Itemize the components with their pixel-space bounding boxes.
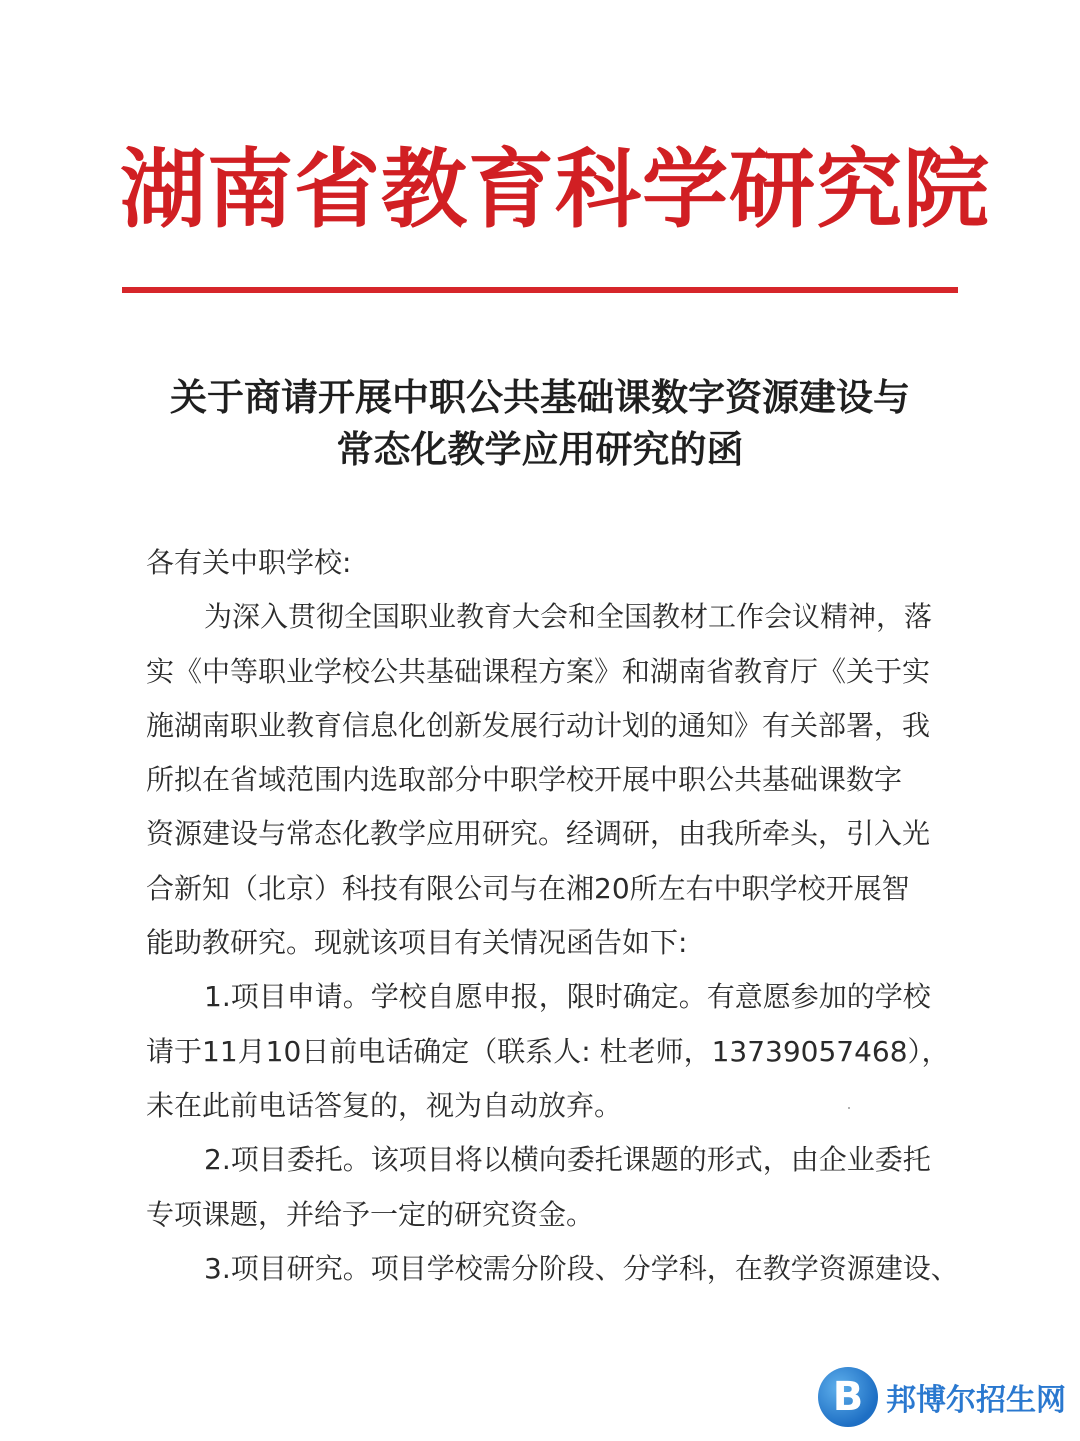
scan-speck <box>848 1107 850 1109</box>
item-1-line-3: 未在此前电话答复的，视为自动放弃。 <box>146 1088 623 1122</box>
document-title <box>120 372 960 476</box>
document-title-line-2: 常态化教学应用研究的函 <box>336 428 744 471</box>
watermark-site-name: 邦博尔招生网 <box>886 1383 1066 1418</box>
item-1-line-2: 请于11月10日前电话确定（联系人: 杜老师，13739057468）， <box>146 1034 950 1068</box>
item-2-line-2: 专项课题，并给予一定的研究资金。 <box>146 1197 595 1231</box>
paragraph-1-line-5: 资源建设与常态化教学应用研究。经调研，由我所牵头，引入光 <box>146 817 931 851</box>
letterhead-red-rule <box>122 287 958 293</box>
paragraph-1-line-1: 为深入贯彻全国职业教育大会和全国教材工作会议精神，落 <box>204 600 933 634</box>
watermark-logo-icon: B <box>818 1367 878 1427</box>
paragraph-1-line-2: 实《中等职业学校公共基础课程方案》和湖南省教育厅《关于实 <box>146 654 931 688</box>
organization-letterhead: 湖南省教育科学研究院 <box>120 140 990 240</box>
paragraph-1-line-6: 合新知（北京）科技有限公司与在湘20所左右中职学校开展智 <box>146 871 910 905</box>
paragraph-1-line-3: 施湖南职业教育信息化创新发展行动计划的通知》有关部署，我 <box>146 708 931 742</box>
item-2-line-1: 2.项目委托。该项目将以横向委托课题的形式，由企业委托 <box>204 1143 931 1177</box>
item-1-line-1: 1.项目申请。学校自愿申报，限时确定。有意愿参加的学校 <box>204 980 931 1014</box>
document-title-line-1: 关于商请开展中职公共基础课数字资源建设与 <box>170 376 910 419</box>
item-3-line-1: 3.项目研究。项目学校需分阶段、分学科，在教学资源建设、 <box>204 1251 959 1285</box>
salutation: 各有关中职学校: <box>146 546 352 579</box>
paragraph-1-line-7: 能助教研究。现就该项目有关情况函告如下: <box>146 926 688 960</box>
site-watermark <box>818 1367 1066 1427</box>
paragraph-1-line-4: 所拟在省域范围内选取部分中职学校开展中职公共基础课数字 <box>146 763 903 797</box>
document-body <box>146 536 959 1296</box>
